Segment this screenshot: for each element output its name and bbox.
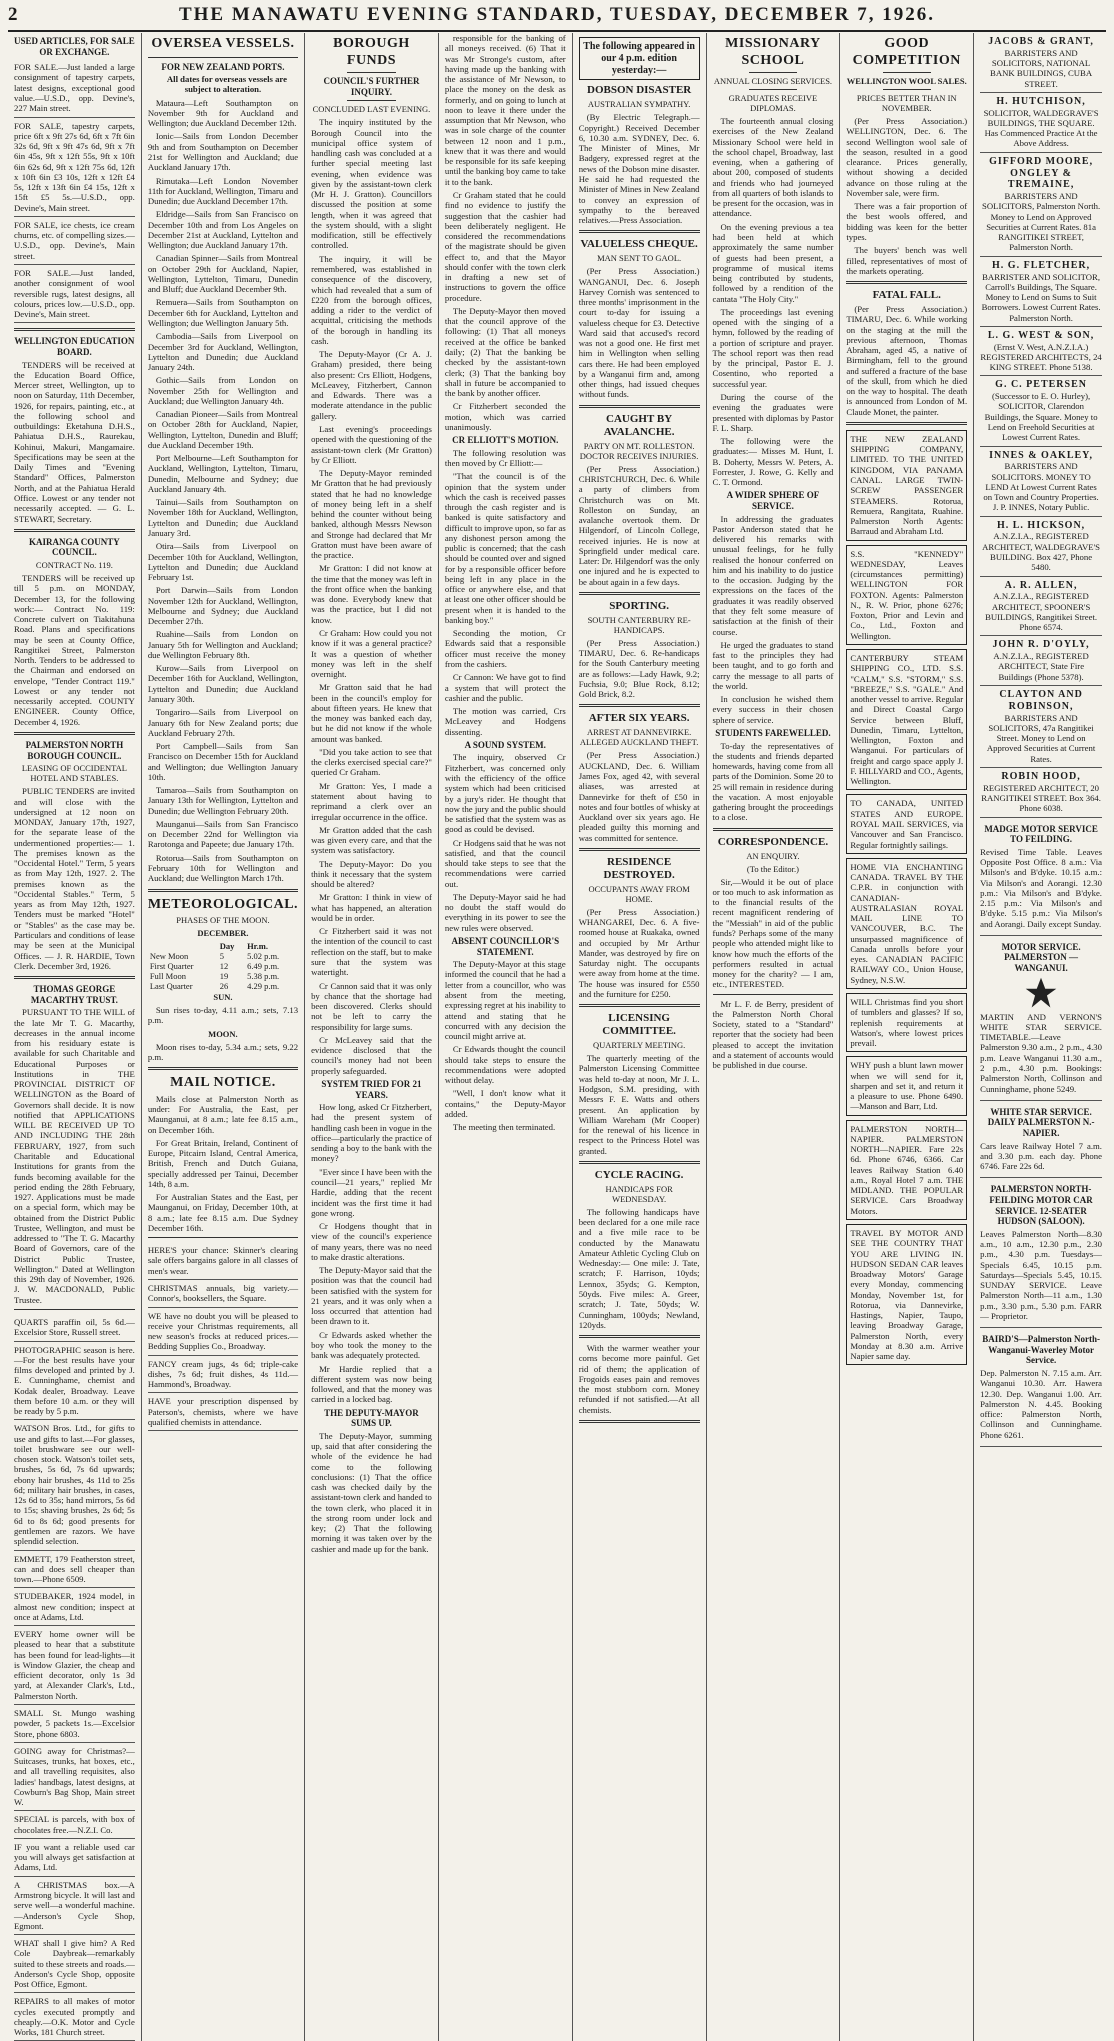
motor-service-ad: BAIRD'S—Palmerston North-Wanganui-Waverley Motor Service. Dep. Palmerston N. 7.15 a.m. Arr. Wanganui 10.30. Arr. Hawera 12.30. Dep. Wanganui 1.00. Arr. Palmerston N. 4.45. Booking office: Palmerston North, Collinson and Cunninghame. Phone 6261.: [980, 1328, 1102, 1447]
paragraph: The following were the graduates:— Misses M. Hunt, I. B. Doherty, Messrs W. Peters, A. Forrester, J. Rowe, G. Kelly and C. T. Ormond.: [712, 436, 834, 488]
professional-card: [980, 577, 1102, 637]
moon-row: [148, 961, 298, 971]
column-borough-funds-continued: [439, 33, 573, 2041]
article-subheading: ANNUAL CLOSING SERVICES.: [713, 76, 833, 87]
mail-entry: For Australian States and the East, per Maunganui, on Friday, December 10th, at 8 a.m.; late fee 8.15 a.m. Due Sydney December 16th.: [147, 1192, 299, 1233]
moon-table-header: Hr.m.: [247, 941, 268, 952]
professional-card: [980, 768, 1102, 818]
moon-cell: Last Quarter: [149, 981, 193, 992]
notice-heading: PALMERSTON NORTH BOROUGH COUNCIL.: [25, 740, 124, 761]
vessel-entry: Rimutaka—Left London November 11th for Auckland, Wellington, Timaru and Dunedin; due Auckland December 17th.: [147, 175, 299, 207]
card-detail: A.N.Z.I.A., REGISTERED ARCHITECT, SPOONER'S BUILDINGS, Rangitikei Street. Phone 6574.: [985, 591, 1098, 633]
article-crosshead: A SOUND SYSTEM.: [464, 739, 546, 750]
news-headline: AFTER SIX YEARS.: [588, 712, 690, 725]
news-subheading: QUARTERLY MEETING.: [592, 1040, 686, 1051]
news-body: (Per Press Association.) TIMARU, Dec. 6. Re-handicaps for the South Canterbury meeting are as follows:—Lady Hawk, 9.2; Fuchsia, 9.0; Blue Rock, 8.12; Gold Brick, 8.2.: [578, 637, 700, 700]
paragraph: The Deputy-Mayor then moved that the council approve of the following: (1) That all moneys received at the office be banked daily; (2) That the banking be checked by the assistant-town clerk; (3) That the banking boy shall in future be accompanied to the bank by another officer.: [444, 305, 566, 399]
card-detail: BARRISTERS AND SOLICITORS. MONEY TO LEND At Lowest Current Rates on Town and Country Properties. J. P. INNES, Notary Public.: [983, 461, 1099, 513]
mail-notices: [148, 1094, 298, 1233]
vessel-entry: Otira—Sails from Liverpool on December 10th for Auckland, Wellington, Lyttelton and Dunedin; due Auckland February 1st.: [147, 541, 299, 583]
news-item: [579, 1012, 700, 1164]
moon-cell: 6.49 p.m.: [247, 961, 280, 972]
card-detail: (Successor to E. O. Hurley), SOLICITOR, Clarendon Buildings, the Square. Money to Lend on Freehold Securities at Lowest Current Rates.: [984, 391, 1098, 443]
shipping-ad: WILL Christmas find you short of tumblers and glasses? If so, replenish requirements at Watson's, where lowest prices prevail.: [846, 993, 967, 1052]
section-heading-oversea-vessels: OVERSEA VESSELS.: [151, 36, 295, 51]
paragraph: Cr Hodgens said that he was not satisfied, and that the council should take steps to see that the recommendations were carried out.: [444, 837, 566, 889]
small-ad: GOING away for Christmas?—Suitcases, trunks, hat boxes, etc., and all travelling requisites, also ladies' handbags, latest designs, at Cowburn's Bag Shop, Main street W.: [14, 1743, 135, 1812]
page-number: 2: [8, 4, 19, 25]
moon-table-header: [148, 941, 218, 951]
shipping-ads: [846, 430, 967, 1366]
card-name: A. R. ALLEN,: [1004, 579, 1078, 591]
paragraph: Mr Hardie replied that a different system was now being followed, and that the money was carried in a locked bag.: [311, 1363, 432, 1405]
star-icon: [1024, 976, 1058, 1010]
notice-heading: KAIRANGA COUNTY COUNCIL.: [29, 536, 120, 558]
shipping-ad: PALMERSTON NORTH—NAPIER. PALMERSTON NORTH—NAPIER. Fare 22s 6d. Phone 6746, 6366. Car leaves Railway Station 6.40 a.m., Royal Hotel 7 a.m. THE MIDLAND. THE POPULAR SERVICE. Cars Broadway Motors.: [846, 1120, 967, 1220]
moon-cell: 26: [219, 981, 229, 992]
paragraph: The Deputy-Mayor, summing up, said that after considering the whole of the evidence he had come to the following conclusions: (1) That the office cash was checked daily by the assistant-town clerk and handed to the town clerk, who placed it in the strong room under lock and key; (2) That the following morning it was taken over by the cashier and made up for the bank.: [311, 1430, 432, 1554]
shipping-ad: THE NEW ZEALAND SHIPPING COMPANY, LIMITED. TO THE UNITED KINGDOM, VIA PANAMA CANAL. LARGE TWIN-SCREW PASSENGER STEAMERS. Rotorua, Remuera, Rangitata, Ruahine. Palmerston North Agents: Barraud and Abraham Ltd.: [846, 430, 967, 541]
vessel-entry: Kurow—Sails from Liverpool on December 16th for Auckland, Wellington, Lyttelton and Dunedin; due Auckland January 30th.: [147, 663, 299, 704]
professional-card: [980, 153, 1102, 257]
news-item: [579, 1343, 700, 1423]
moon-table: [148, 941, 298, 991]
shipping-intro: All dates for overseas vessels are subject to alteration.: [166, 74, 287, 95]
paragraph: The Deputy-Mayor at this stage informed the council that he had a letter from a councillor, who was absent from the meeting, expressing regret at his inability to attend and stating that he concurred with any decision the council might arrive at.: [444, 959, 566, 1042]
moon-times: Moon rises to-day, 5.34 a.m.; sets, 9.22 p.m.: [147, 1041, 299, 1062]
news-body: (By Electric Telegraph.—Copyright.) Received December 6, 10.30 a.m. SYDNEY, Dec. 6. The Minister of Mines, Mr Badgery, expressed regret at the news of the Dobson mine disaster. He said he had requested the Minister of Mines in New Zealand to convey an expression of sympathy to the bereaved relatives.—Press Association.: [578, 112, 700, 226]
professional-card: [980, 327, 1102, 377]
paragraph: responsible for the banking of all moneys received. (6) That it was Mr Stronge's custom, after having made up the banking with the assistance of Mr Newson, to place the money on the desk as formerly, and on going to lunch at noon to leave it there under the assumption that Mr Newson, who was in sole charge of the counter between 12 noon and 1 p.m., knew that it was there and would be responsible for its safe keeping until the banking boy came to take it to the bank.: [444, 33, 566, 187]
small-ad: FANCY cream jugs, 4s 6d; triple-cake dishes, 7s 6d; fruit dishes, 4s 11d.—Hammond's, Broadway.: [148, 1356, 298, 1394]
paragraph: Cr Edwards asked whether the boy who took the money to the bank was adequately protected.: [311, 1329, 432, 1361]
paragraph: The inquiry, it will be remembered, was established in consequence of the discovery, which had revealed that a sum of £220 from the borough offices, adding a rider to the verdict of acquittal, criticising the methods of the borough in handling its cash.: [311, 253, 432, 346]
classified-ad: FOR SALE, ice chests, ice cream churns, etc. of compelling sizes.—U.S.D., opp. Devine's, Main street.: [14, 217, 135, 265]
article-body: [713, 741, 834, 823]
moon-table-header: Day: [219, 941, 235, 952]
vessel-entry: Remuera—Sails from Southampton on December 6th for Auckland, Lyttelton and Wellington; due Wellington January 5th.: [147, 297, 299, 328]
sun-times: Sun rises to-day, 4.11 a.m.; sets, 7.13 p.m.: [147, 1005, 299, 1026]
notice-subheading: CONTRACT No. 119.: [35, 560, 113, 571]
card-detail: BARRISTERS AND SOLICITORS, Palmerston North. Money to Lend on Approved Securities at Current Rates. 81a RANGITIKEI STREET, Palmerston North.: [982, 191, 1101, 253]
section-heading-correspondence: CORRESPONDENCE.: [717, 835, 829, 848]
news-subheading: SOUTH CANTERBURY RE-HANDICAPS.: [587, 614, 691, 635]
paragraph: During the course of the evening the graduates were presented with diplomas by Pastor F. L. Sharp.: [712, 391, 834, 433]
notice-subheading: LEASING OF OCCIDENTAL HOTEL AND STABLES.: [21, 763, 127, 784]
paragraph: Mr Gratton said that he had been in the council's employ for about fifteen years. He knew that the money was banked each day, but he did not know if the whole amount was banked.: [311, 682, 432, 744]
small-ad: A CHRISTMAS box.—A Armstrong bicycle. It will last and serve well—a wonderful machine.—Anderson's Cycle Shop, Egmont.: [14, 1877, 135, 1935]
small-ad: WATSON Bros. Ltd., for gifts to use and gifts to last.—For glasses, toilet brushware see our well-chosen stock. Watson's toilet sets, brushes, 5s 6d, 7s 6d upwards; ebony hair brushes, 4s 11d to 25s 6d; military hair brushes, in cases, 12s 6d to 35s; hand mirrors, 5s 6d to 15s; shaving brushes, 2s 6d; 5s 6d to 8s 6d; good presents for gentlemen are razors. We have splendid selection.: [14, 1420, 135, 1550]
moon-cell: New Moon: [149, 951, 189, 962]
article-body: (Per Press Association.) TIMARU, Dec. 6. While working on the staging at the mill the previous afternoon, Thomas Abraham, aged 45, a native of Birmingham, fell to the ground and suffered a fracture of the base of the skull, from which he died on the way to hospital. The death is announced from London of M. Claude Monet, the painter.: [846, 304, 968, 417]
motor-service-ad: MADGE MOTOR SERVICE TO FEILDING. Revised Time Table. Leaves Opposite Post Office. 8 a.m.: Via Milson's and B'dyke. 10.15 a.m.: Via Milson's and Aorangi. 12.30 p.m.: Via Milson's and B'dyke. 2.15 p.m.: Via Milson's and B'dyke. 5.15 p.m.: Via Milson's and Aorangi. Daily except Sunday.: [980, 818, 1102, 936]
small-ad: EVERY home owner will be pleased to hear that a substitute has been found for lead-lights—it is Window Glazier, the cheap and efficient decorator, only 1s 3d yard, at Alexander Clark's, Ltd., Palmerston North.: [14, 1626, 135, 1705]
moon-heading: MOON.: [208, 1028, 238, 1039]
masthead: [8, 0, 1106, 32]
card-name: H. G. FLETCHER,: [992, 259, 1091, 271]
paragraph: The inquiry instituted by the Borough Council into the municipal office system of handling cash was concluded at a further special meeting last evening, when evidence was given by the assistant-town clerk (Mr H. J. Gratton). Councillors discussed the position at some length, when it was agreed that the system should, with a slight modification, still be effectively controlled.: [311, 117, 432, 251]
moon-cell: 5.02 p.m.: [247, 951, 280, 962]
article-body: [311, 117, 432, 1076]
article-subheading-2: GRADUATES RECEIVE DIPLOMAS.: [728, 93, 818, 114]
card-name: H. L. HICKSON,: [996, 519, 1086, 531]
paragraph: There was a fair proportion of the best wools offered, and bidding was keen for the better types.: [846, 201, 968, 242]
paragraph: How long, asked Cr Fitzherbert, had the present system of handling cash been in vogue in the office—particularly the practice of sending a boy to the bank with the money?: [311, 1102, 432, 1164]
article-body: [713, 514, 834, 725]
classified-ad: FOR SALE.—Just landed, another consignment of wool reversible rugs, latest designs, all colours, prices low.—U.S.D., opp. Devine's, Main street.: [14, 265, 135, 323]
columns: [8, 33, 1108, 2038]
article-body: [445, 959, 566, 1132]
paragraph: "Well, I don't know what it contains," the Deputy-Mayor added.: [444, 1088, 566, 1119]
notice-heading: WELLINGTON EDUCATION BOARD.: [14, 336, 135, 357]
article-crosshead: SYSTEM TRIED FOR 21 YEARS.: [321, 1078, 422, 1100]
news-item: [579, 1169, 700, 1338]
vessel-entry: Ionic—Sails from London December 9th and from Southampton on December 21st for Wellington and Auckland; due Auckland January 17th.: [147, 131, 299, 173]
card-name: INNES & OAKLEY,: [989, 449, 1093, 461]
paragraph: "Did you take action to see that the clerks exercised special care?" queried Cr Graham.: [311, 746, 432, 778]
professional-card: [980, 93, 1102, 153]
paragraph: He urged the graduates to stand fast to the principles they had been taught, and to go forth and carry the message to all parts of the world.: [712, 639, 834, 691]
paragraph: Cr McLeavey said that the evidence disclosed that the council's money had not been properly safeguarded.: [311, 1034, 432, 1076]
small-ad: REPAIRS to all makes of motor cycles executed promptly and cheaply.—O.K. Motor and Cycle Works, 181 Church street.: [14, 1993, 135, 2041]
article-body: [311, 1431, 432, 1554]
professional-card: [980, 376, 1102, 446]
news-headline: CAUGHT BY AVALANCHE.: [603, 412, 675, 438]
news-subheading: HANDICAPS FOR WEDNESDAY.: [605, 1183, 673, 1204]
moon-phases-heading: PHASES OF THE MOON.: [176, 915, 270, 926]
classified-ad: FOR SALE, tapestry carpets, price 6ft x 9ft 27s 6d, 6ft x 7ft 6in 32s 6d, 9ft x 9ft 47s 6d, 9ft x 7ft 6in 45s, 9ft x 12ft 55s, 9ft x 10ft 6in 62s 6d, 9ft x 12ft 75s 6d, 12ft x 10ft 6in £3 10s, 12ft x 12ft £4 5s, 12ft x 13ft 6in £4 15s, 12ft x 15ft £5 5s.—U.S.D., opp. Devine's, Main street.: [14, 118, 135, 217]
motor-service-ad: PALMERSTON NORTH-FEILDING MOTOR CAR SERVICE. 12-SEATER HUDSON (SALOON). Leaves Palmerston North—8.30 a.m., 10 a.m., 12.30 p.m., 2.30 p.m., 4.30 p.m. Tuesdays—Specials 6.45, 10.15 p.m. Saturdays—Specials 5.45, 10.15. SUNDAY SERVICE. Leave Palmerston North—11 a.m., 1.30 p.m., 3.30 p.m., 5.30 p.m. FARR — Proprietor.: [980, 1178, 1102, 1328]
moon-row: [148, 951, 298, 961]
card-detail: A.N.Z.I.A., REGISTERED ARCHITECT, State Fire Buildings (Phone 5378).: [993, 651, 1089, 682]
shipping-ad: TO CANADA, UNITED STATES AND EUROPE. ROYAL MAIL SERVICES, via Vancouver and San Francisco. Regular fortnightly sailings.: [846, 794, 967, 853]
small-ads: [148, 1242, 298, 1431]
news-subheading: ARREST AT DANNEVIRKE. ALLEGED AUCKLAND THEFT.: [579, 727, 699, 748]
vessel-entry: Port Darwin—Sails from London November 12th for Auckland, Wellington, Melbourne and Sydney; due Auckland December 27th.: [147, 585, 299, 627]
small-ad: STUDEBAKER, 1924 model, in almost new condition; inspect at once at Adams, Ltd.: [14, 1588, 135, 1626]
notice-body: PUBLIC TENDERS are invited and will close with the undersigned at 12 noon on MONDAY, January 17th, 1927, for the separate lease of the undermentioned properties:— 1. The premises known as the "Occidental Hotel." Term, 5 years as from May 12th, 1927. 2. The premises known as the "Occidental Stables." Term, 5 years as from May 12th, 1927. Tenders must be marked "Hotel" or "Stables" as the case may be. Particulars and conditions of lease may be seen at the Municipal Offices. — J. R. HARDIE, Town Clerk. December 3rd, 1926.: [14, 786, 135, 971]
vessel-entry: Cambodia—Sails from Liverpool on December 3rd for Auckland, Wellington, Lyttelton and Dunedin; due Auckland January 24th.: [147, 331, 299, 373]
shipping-ad: S.S. "KENNEDY" WEDNESDAY, Leaves (circumstances permitting) WELLINGTON FOR FOXTON. Agents: Palmerston N., R. W. Prior, phone 6276; Foxton, Prior and Levin and Co., Ltd., Foxton and Wellington.: [846, 545, 967, 645]
moon-month: DECEMBER.: [197, 928, 249, 939]
paragraph: The inquiry, observed Cr Fitzherbert, was concerned only with the efficiency of the office system which had been criticised by a jury's rider. He thought that now the jury and the public should be satisfied that the system was as good as could be devised.: [444, 752, 566, 835]
vessel-entry: Maunganui—Sails from San Francisco on December 22nd for Wellington via Rarotonga and Papeete; due January 17th.: [147, 818, 299, 850]
professional-card: [980, 257, 1102, 327]
notice-body: TENDERS will be received up till 5 p.m. on MONDAY, December 13, for the following work:— Contract No. 119: Concrete culvert on Tiakitahuna Road. Plans and specifications may be seen at County Office, Rangitikei Street, Palmerston North. Tenders to be addressed to the Chairman and endorsed on envelope, "Tender Contract 119." Lowest or any tender not necessarily accepted. COUNTY ENGINEER. County Office, December 4, 1926.: [14, 573, 135, 727]
paragraph: In conclusion he wished them every success in their chosen sphere of service.: [712, 694, 834, 725]
paragraph: Cr Cannon: We have got to find a system that will protect the cashier and the public.: [444, 672, 566, 703]
paragraph: Cr Graham stated that he could find no evidence to justify the suggestion that the cashier had been deliberately negligent. He considered the recommendations of the magistrate should be given effect to, and that the Mayor should confer with the town clerk in drafting a new set of instructions to govern the office procedure.: [444, 189, 566, 303]
article-headline: GOOD COMPETITION: [852, 36, 961, 68]
card-name: G. C. PETERSEN: [995, 379, 1087, 391]
moon-row: [148, 981, 298, 991]
news-body: (Per Press Association.) AUCKLAND, Dec. 6. William James Fox, aged 42, with several aliases, was arrested at Dannevirke for theft of £50 in notes and four bottles of whisky at Auckland over six years ago. He pleaded guilty this morning and was committed for sentence.: [578, 750, 700, 843]
paragraph: The following resolution was then moved by Cr Elliott:—: [444, 447, 566, 468]
news-item: [579, 84, 700, 233]
moon-cell: 19: [219, 971, 229, 982]
article-headline: MISSIONARY SCHOOL: [725, 36, 821, 68]
mail-entry: For Great Britain, Ireland, Continent of Europe, Pitcairn Island, Central America, British, French and Dutch Guiana, specially addressed per Tainui, December 14th, 8 a.m.: [147, 1137, 299, 1189]
professional-cards: [980, 33, 1102, 818]
small-ad: CHRISTMAS annuals, big variety.—Connor's, booksellers, the Square.: [148, 1280, 298, 1308]
paragraph: Seconding the motion, Cr Edwards said that a responsible officer must receive the money from the cashiers.: [444, 628, 566, 670]
column-wool-sales: [840, 33, 974, 2041]
section-subheading: FOR NEW ZEALAND PORTS.: [161, 61, 285, 72]
article-subheading-2: PRICES BETTER THAN IN NOVEMBER.: [856, 93, 957, 114]
small-ads: [14, 1314, 135, 2041]
letter-body: Sir,—Would it be out of place or too much to ask information as to the financial results of the recent magnificent rendering of the "Messiah" in aid of the public funds? Perhaps some of the many people who attended might like to know how much the efforts of the performers resulted in actual money for the charity? — I am, etc., INTERESTED.: [712, 876, 834, 990]
news-body: The quarterly meeting of the Palmerston Licensing Committee was held to-day at noon, Mr J. L. Hodgson, S.M. presiding, with Messrs F. E. Watts and others present. An application by William Wareham (Mr Cooper) for the renewal of his licence in respect to the Princess Hotel was granted.: [578, 1053, 700, 1156]
vessel-entry: Tongariro—Sails from Liverpool on January 6th for New Zealand ports; due Auckland February 27th.: [147, 707, 299, 738]
news-item: [579, 413, 700, 595]
card-name: JACOBS & GRANT,: [988, 36, 1094, 47]
small-ad: HAVE your prescription dispensed by Paterson's, chemists, where we have qualified chemists in attendance.: [148, 1393, 298, 1431]
professional-card: [980, 636, 1102, 686]
moon-cell: 5: [219, 951, 224, 962]
card-name: ROBIN HOOD,: [1001, 770, 1081, 782]
paragraph: The Deputy-Mayor said he had no doubt the staff would do everything in its power to see the new rules were observed.: [444, 891, 566, 933]
paragraph: The Deputy-Mayor reminded Mr Gratton that he had previously stated that he had no knowledge of money being left in a shelf behind the counter without being banked, although Messrs Newson and Stronge had declared that Mr Gratton must have been aware of the practice.: [311, 468, 432, 561]
news-item: [579, 600, 700, 708]
news-body: (Per Press Association.) WHANGAREI, Dec. 6. A five-roomed house at Ruakaka, owned and occupied by Mr Arthur Mander, was destroyed by fire on Saturday night. The occupants were away from home at the time. The house was insured for £550 and the furniture for £250.: [578, 906, 700, 999]
column-missionary-school: [707, 33, 841, 2041]
paragraph: Mr Gratton: I think in view of what has happened, an alteration would be in order.: [311, 892, 432, 923]
news-headline: LICENSING COMMITTEE.: [602, 1012, 676, 1038]
small-ad: IF you want a reliable used car you will always get satisfaction at Adams, Ltd.: [14, 1839, 135, 1877]
paragraph: Mr Gratton: Yes, I made a statement about having to reprimand a clerk over an irregular occurrence in the office.: [311, 780, 432, 822]
card-name: JOHN R. D'OYLY,: [992, 639, 1090, 651]
paragraph: The motion was carried, Crs McLeavey and Hodgens dissenting.: [444, 706, 566, 737]
vessel-entry: Port Melbourne—Left Southampton for Auckland, Wellington, Lyttelton, Timaru, Dunedin, Melbourne and Sydney; due Auckland January 4th.: [147, 453, 299, 494]
classified-ad: FOR SALE.—Just landed a large consignment of tapestry carpets, latest designs, exceptional good value.—U.S.D., opp. Devine's, 227 Main street.: [14, 59, 135, 117]
notice-heading: THOMAS GEORGE MACARTHY TRUST.: [30, 984, 118, 1005]
news-item: [579, 712, 700, 850]
paragraph: The fourteenth annual closing exercises of the New Zealand Missionary School were held in the school chapel, Broadway, last evening, when a gathering of about 200, composed of students and friends who had journeyed from all quarters of both islands to be present for the occasion, was in attendance.: [712, 116, 834, 219]
small-ad: HERE'S your chance: Skinner's clearing sale offers bargains galore in all classes of men's wear.: [148, 1242, 298, 1280]
classified-ads: [14, 59, 135, 323]
article-body: [445, 752, 566, 933]
vessel-entry: Canadian Spinner—Sails from Montreal on October 29th for Auckland, Napier, Wellington, Lyttelton, Timaru, Dunedin and Bluff; due Auckland December 9th.: [147, 253, 299, 295]
small-ad: PHOTOGRAPHIC season is here.—For the best results have your films developed and printed by J. E. Cunninghame, chemist and Kodak dealer, Broadway. Leave them before 10 a.m. or they will be ready by 5 p.m.: [14, 1342, 135, 1421]
paragraph: The Deputy-Mayor: Do you think it necessary that the system should be altered?: [311, 858, 432, 890]
small-ad: WE have no doubt you will be pleased to receive your Christmas requirements, all new season's frocks at reduced prices.—Bedding Supplies Co., Broadway.: [148, 1308, 298, 1356]
article-subheading: WELLINGTON WOOL SALES.: [846, 76, 967, 87]
paragraph: The meeting then terminated.: [452, 1122, 556, 1133]
letter-title: AN ENQUIRY.: [746, 850, 800, 861]
card-detail: A.N.Z.I.A., REGISTERED ARCHITECT, WALDEGRAVE'S BUILDING. Box 427, Phone 5480.: [982, 531, 1101, 573]
paragraph: (Per Press Association.) WELLINGTON, Dec. 6. The second Wellington wool sale of the season, resulted in a good clearance. Prices generally, without showing a decided advance on those ruling at the November sale, were firm.: [846, 116, 968, 198]
notice-body: PURSUANT TO THE WILL of the late Mr T. G. Macarthy, decreases in the annual income from his residuary estate is available for such Charitable and Educational Purposes or Institutions in THE PROVINCIAL DISTRICT OF WELLINGTON as the Board of Governors shall decide. It is now notified that APPLICATIONS WILL BE RECEIVED UP TO AND INCLUDING THE 28th FEBRUARY, 1927, from such Charitable and Educational Institutions for grants from the funds becoming available for the period ending the 28th February, 1927. Applications must be made on a special form, which may be obtained from the District Public Trustee, Wellington, and must be addressed to "The T. G. Macarthy Board of Governors, care of the District Public Trustee, Wellington." Dated at Wellington this 29th day of November, 1926. J. W. MACDONALD, Public Trustee.: [14, 1007, 135, 1305]
shipping-ad: HOME VIA ENCHANTING CANADA. TRAVEL BY THE C.P.R. in conjunction with CANADIAN-AUSTRALASIAN ROYAL MAIL LINE TO VANCOUVER, B.C. The unsurpassed magnificence of Canada unrolls before your eyes. CANADIAN PACIFIC RAILWAY CO., Union House, Sydney, N.S.W.: [846, 858, 967, 989]
paragraph: "Ever since I have been with the council—21 years," replied Mr Hardie, adding that the recent incident was the first time it had gone wrong.: [311, 1166, 432, 1218]
article-body: [445, 33, 566, 432]
vessel-entry: Gothic—Sails from London on November 25th for Wellington and Auckland; due Wellington January 4th.: [147, 375, 299, 406]
article-crosshead: A WIDER SPHERE OF SERVICE.: [726, 490, 820, 511]
paragraph: The proceedings last evening opened with the singing of a hymn, followed by the reading of a portion of scripture and prayer. The school report was then read by the principal, Pastor E. J. Cosentino, who reported a successful year.: [712, 306, 834, 389]
card-detail: SOLICITOR, WALDEGRAVE'S BUILDINGS, THE SQUARE. Has Commenced Practice At the Above Address.: [983, 107, 1099, 149]
article-body: [445, 448, 566, 737]
vessel-entry: Rotorua—Sails from Southampton on February 10th for Wellington and Auckland; due Wellington March 17th.: [147, 852, 299, 884]
section-heading-used-articles: USED ARTICLES, FOR SALE OR EXCHANGE.: [14, 36, 135, 57]
paragraph: Cr Hodgens thought that in view of the council's experience of many years, there was no need to make drastic alterations.: [311, 1221, 432, 1262]
paragraph: Cr Cannon said that it was only by chance that the shortage had been discovered. Clerks should not be left to carry the responsibility for large sums.: [311, 980, 432, 1032]
sun-heading: SUN.: [213, 992, 233, 1003]
section-heading-mail-notice: MAIL NOTICE.: [170, 1075, 276, 1091]
news-headline: RESIDENCE DESTROYED.: [603, 855, 675, 881]
card-name: L. G. WEST & SON,: [987, 329, 1095, 341]
article-body: [311, 1102, 432, 1404]
moon-cell: 5.38 p.m.: [247, 971, 280, 982]
article-subheading-2: CONCLUDED LAST EVENING.: [312, 104, 431, 115]
moon-row: [148, 971, 298, 981]
vessel-entry: Eldridge—Sails from San Francisco on December 10th and from Los Angeles on December 21st at Auckland, Lyttelton and Wellington; due Auckland January 17th.: [147, 209, 299, 251]
vessel-entry: Mataura—Left Southampton on November 9th for Auckland and Wellington; due Auckland December 12th.: [147, 97, 299, 129]
article-body: [846, 116, 967, 276]
moon-cell: 12: [219, 961, 229, 972]
column-professional-cards: [974, 33, 1108, 2041]
column-classifieds: [8, 33, 142, 2041]
news-headline: DOBSON DISASTER: [587, 84, 692, 97]
notice-body: TENDERS will be received at the Education Board Office, Mercer street, Wellington, up to noon on Saturday, 11th December, 1926, for repairs, painting, etc., at the following school and outbuildings: Eketahuna D.H.S., Pahiatua D.H.S., Raurekau, Kohinui, Makuri, Mangamaire. Specifications may be seen at the Daily Times and "Evening Standard" Offices, Palmerston North, and at the Pahiatua Herald Office. Lowest or any tender not necessarily accepted. — G. L. STEWART, Secretary.: [14, 359, 135, 524]
article-body: [713, 116, 834, 487]
paragraph: Mr Gratton added that the cash was given every care, and that the system was satisfactory.: [311, 824, 432, 856]
paragraph: Cr Graham: How could you not know if it was a general practice? It was a question of whether money was left in the shelf overnight.: [311, 628, 432, 680]
card-name: GIFFORD MOORE, ONGLEY & TREMAINE,: [989, 155, 1094, 191]
news-items: [579, 84, 700, 1423]
news-headline: VALUELESS CHEQUE.: [580, 238, 698, 251]
paragraph: The buyers' bench was well filled, representatives of most of the markets operating.: [846, 245, 968, 276]
professional-card: [980, 517, 1102, 577]
article-crosshead: ABSENT COUNCILLOR'S STATEMENT.: [451, 936, 560, 957]
vessel-entry: Tamaroa—Sails from Southampton on January 13th for Wellington, Lyttelton and Dunedin; due Wellington February 20th.: [147, 785, 299, 816]
news-body: The following handicaps have been declared for a one mile race and a five mile race to be conducted by the Manawatu Amateur Athletic Cycling Club on Wednesday:— One mile: J. Tate, scratch; F. Harrison, 10yds; Lennox, 35yds; G. Kempton, 50yds. Five miles: A. Greer, scratch; J. Tate, 50yds; W. Cunningham, 100yds; Newland, 120yds.: [578, 1206, 700, 1330]
article-crosshead: CR ELLIOTT'S MOTION.: [452, 435, 559, 446]
shipping-ad: WHY push a blunt lawn mower when we will send for it, sharpen and set it, and return it a pleasure to use. Phone 6490.—Manson and Barr, Ltd.: [846, 1056, 967, 1115]
paragraph: Cr Fitzherbert seconded the motion, which was carried unanimously.: [444, 401, 566, 432]
news-subheading: OCCUPANTS AWAY FROM HOME.: [588, 883, 690, 904]
paragraph: The Deputy-Mayor (Cr A. J. Graham) presided, there being also present: Crs Elliott, Hodgens, McLeavey, Fitzherbert, Cannon and Edwards. There was a moderate attendance in the public gallery.: [311, 349, 432, 421]
moon-cell: 4.29 p.m.: [247, 981, 280, 992]
article-headline: BOROUGH FUNDS: [333, 36, 410, 68]
small-ad: SMALL St. Mungo washing powder, 5 packets 1s.—Excelsior Store, phone 6803.: [14, 1705, 135, 1743]
small-ad: EMMETT, 179 Featherston street, can and does sell cheaper than town.—Phone 6509.: [14, 1551, 135, 1589]
card-detail: BARRISTER AND SOLICITOR, Carroll's Buildings, The Square. Money to Lend on Sums to Suit Borrowers. Lowest Current Rates. Palmerston North.: [981, 271, 1101, 323]
vessel-entry: Ruahine—Sails from London on January 5th for Wellington and Auckland; due Wellington February 8th.: [147, 629, 299, 660]
vessel-entry: Port Campbell—Sails from San Francisco on December 15th for Auckland and Wellington; due Wellington January 10th.: [147, 741, 299, 782]
shipping-ad: TRAVEL BY MOTOR AND SEE THE COUNTRY THAT YOU ARE LIVING IN. HUDSON SEDAN CAR leaves Broadway Motors' Garage every Monday, commencing Monday, November 1st, for Rotorua, via Dannevirke, Hastings, Napier, Taupo, leaving Broadway Garage, Palmerston North, every Monday at 8.30 a.m. Arrive Napier same day.: [846, 1224, 967, 1365]
news-headline: SPORTING.: [609, 599, 670, 612]
small-ad: WHAT shall I give him? A Red Cole Daybreak—remarkably suited to these streets and roads.—Anderson's Cycle Shop, opposite Post Office, Egmont.: [14, 1935, 135, 1993]
vessel-entry: Tainui—Sails from Southampton on November 18th for Auckland, Wellington, Lyttelton and Dunedin; due Auckland January 3rd.: [147, 497, 299, 539]
paragraph: Cr Edwards thought the council should take steps to ensure the recommendations were adopted without delay.: [444, 1044, 566, 1086]
news-body: (Per Press Association.) CHRISTCHURCH, Dec. 6. While a party of climbers from Christchurch was on Mt. Rolleston on Sunday, an avalanche overtook them. Dr Hilgendorf, of Lincoln College, received injuries. He is now at Springfield under medical care. Later: Dr. Hilgendorf was the only one injured and he is expected to be about again in a few days.: [578, 463, 700, 587]
news-subheading: PARTY ON MT. ROLLESTON. DOCTOR RECEIVES INJURIES.: [579, 440, 699, 461]
column-borough-funds: [305, 33, 439, 2041]
card-detail: BARRISTERS AND SOLICITORS, 47a Rangitikei Street. Money to Lend on Approved Securities at Current Rates.: [986, 712, 1096, 764]
card-detail: REGISTERED ARCHITECT, 20 RANGITIKEI STREET. Box 364. Phone 6038.: [981, 782, 1101, 814]
paragraph: The Deputy-Mayor said that the position was that the council had been satisfied with the system for 21 years, and it was only when a loss occurred that attention had been drawn to it.: [311, 1265, 432, 1327]
motor-service-ad: WHITE STAR SERVICE. DAILY PALMERSTON N.-NAPIER. Cars leave Railway Hotel 7 a.m. and 3.30 p.m. each day. Phone 6746. Fare 22s 6d.: [980, 1101, 1102, 1179]
news-headline: CYCLE RACING.: [594, 1168, 684, 1181]
paragraph: To-day the representatives of the students and friends departed homewards, having come from all parts of the Dominion. Some 20 to 25 will remain in residence during the vacation. A most enjoyable gathering brought the proceedings to a close.: [712, 740, 834, 823]
vessel-list: [148, 98, 298, 884]
small-ad: SPECIAL is parcels, with box of chocolates free.—N.Z.I. Co.: [14, 1811, 135, 1839]
letter-addressee: (To the Editor.): [746, 863, 799, 874]
news-item: [579, 856, 700, 1007]
shipping-ad: CANTERBURY STEAM SHIPPING CO., LTD. S.S. "CALM," S.S. "STORM," S.S. "BREEZE," S.S. "GALE." And another vessel to arrive. Regular and Direct Coastal Cargo Service between Bluff, Dunedin, Timaru, Lyttelton, Wellington, Foxton and Wanganui. For particulars of freight and cargo space apply J. F. HILLYARD and CO., Agents, Wellington.: [846, 649, 967, 790]
moon-cell: Full Moon: [149, 971, 186, 982]
professional-card: [980, 686, 1102, 768]
motor-service-ad: MOTOR SERVICE. PALMERSTON — WANGANUI. MARTIN AND VERNON'S WHITE STAR SERVICE. TIMETABLE.—Leave Palmerston 9.30 a.m., 2 p.m., 4.30 p.m. Leave Wanganui 11.30 a.m., 2 p.m., 4.30 p.m. Bookings: Palmerston North, Collinson and Cunninghame, phone 5249.: [980, 936, 1102, 1101]
closing-item: Mr L. F. de Berry, president of the Palmerston North Choral Society, stated to a "Standard" reporter that the society had been pleased to accept the invitation and a statement of accounts would be published in due course.: [712, 998, 834, 1071]
news-item: [579, 238, 700, 407]
vessel-entry: Canadian Pioneer—Sails from Montreal on October 28th for Auckland, Napier, Wellington, Lyttelton, Dunedin and Bluff; due Auckland December 19th.: [147, 409, 299, 450]
professional-card: [980, 33, 1102, 93]
mail-entry: Mails close at Palmerston North as under: For Australia, the East, per Maunganui, at 8 a.m.; late fee 8.15 a.m., on December 16th.: [147, 1093, 299, 1135]
paragraph: Last evening's proceedings opened with the questioning of the assistant-town clerk (Mr Gratton) by Cr Elliott.: [311, 423, 432, 465]
paragraph: Mr Gratton: I did not know at the time that the money was left in the front office when the banking was done. Everybody knew that was the practice, but I did not know.: [311, 563, 432, 625]
column-telegrams: [573, 33, 707, 2041]
card-name: CLAYTON AND ROBINSON,: [999, 688, 1083, 712]
news-body: (Per Press Association.) WANGANUI, Dec. 6. Joseph Harvey Cornish was sentenced to three months' imprisonment in the court to-day for issuing a valueless cheque for £3. Detective Ward said that accused's record was not a good one. He first met him in Wellington when selling cars there. He had been employed by a Wanganui firm and, among other things, had issued cheques without funds.: [578, 266, 700, 400]
edition-banner: The following appeared in our 4 p.m. edition yesterday:—: [579, 37, 700, 80]
article-subheading: COUNCIL'S FURTHER INQUIRY.: [323, 76, 420, 97]
professional-card: [980, 447, 1102, 517]
small-ad: QUARTS paraffin oil, 5s 6d.—Excelsior Store, Russell street.: [14, 1314, 135, 1342]
article-headline: FATAL FALL.: [872, 289, 941, 302]
column-shipping: [142, 33, 305, 2041]
article-crosshead: THE DEPUTY-MAYOR SUMS UP.: [324, 1407, 419, 1429]
paragraph: In addressing the graduates Pastor Anderson stated that he delivered his remarks with unusual feelings, for he fully realised the honour conferred on him and his inability to do justice to the occasion. Judging by the expressions on the faces of the graduates it was readily observed that they felt some measure of satisfaction at the finish of their course.: [712, 513, 834, 637]
card-name: H. HUTCHISON,: [996, 95, 1086, 107]
news-subheading: AUSTRALIAN SYMPATHY.: [587, 99, 691, 110]
paragraph: On the evening previous a tea had been held at which approximately the same number of guests had been present, a programme of musical items being contributed by students, followed by a rendition of the cantata "The Holy City.": [712, 221, 834, 304]
moon-cell: First Quarter: [149, 961, 194, 972]
card-detail: (Ernst V. West, A.N.Z.I.A.) REGISTERED ARCHITECTS, 24 KING STREET. Phone 5138.: [980, 341, 1102, 373]
news-body: With the warmer weather your corns become more painful. Get rid of them; the application of Frogoids eases pain and removes the most stubborn corn. Money refunded if not satisfied.—At all chemists.: [578, 1343, 700, 1415]
newspaper-title: THE MANAWATU EVENING STANDARD, TUESDAY, DECEMBER 7, 1926.: [178, 4, 936, 25]
paragraph: Cr Fitzherbert said it was not the intention of the council to cast reflection on the staff, but to make sure that the system was watertight.: [311, 926, 432, 978]
section-heading-meteorological: METEOROLOGICAL.: [147, 896, 299, 912]
news-subheading: MAN SENT TO GAOL.: [597, 253, 682, 264]
paragraph: "That the council is of the opinion that the system under which the cash is received passes through the cash register and is banked is quite satisfactory and difficult to improve upon, so far as any dishonest person among the public is concerned; that the cash should be counted over and signed for by a responsible officer before being left in any place in the office or anywhere else, and that at least one other officer should be present when it is handed to the banking boy.": [444, 471, 566, 625]
article-crosshead: STUDENTS FAREWELLED.: [715, 727, 831, 738]
card-detail: BARRISTERS AND SOLICITORS, NATIONAL BANK BUILDINGS, CUBA STREET.: [990, 47, 1093, 89]
